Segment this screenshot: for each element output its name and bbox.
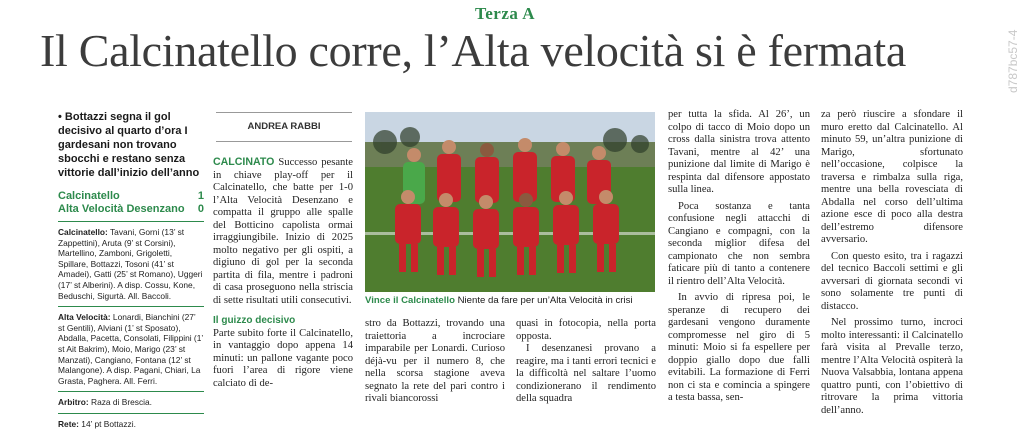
away-score: 0 <box>197 203 204 215</box>
section-label: Terza A <box>474 4 535 23</box>
article-column-5 <box>821 109 963 417</box>
summary-bullet: • Bottazzi segna il gol decisivo al quarto d’ora I gardesani non trovano sbocchi e restano senza vittorie dall’inizio dell’anno <box>58 111 200 179</box>
score-row-away <box>58 203 204 216</box>
sidebar-box <box>58 110 204 430</box>
home-team: Calcinatello <box>58 190 120 202</box>
author-byline: ANDREA RABBI <box>216 112 352 142</box>
article-column-2 <box>365 318 505 406</box>
article-paragraph: za però riuscire a sfondare il muro eretto dal Calcinatello. Al minuto 59, un’altra punizione di Marigo, sfortunato nell’occasione, colpisce la traversa e rimbalza sulla riga, mentre una bella rovesciata di Abdalla nel corso dell’ultima azione esce di poco alla destra dell’estremo difensore avversario. <box>821 109 963 245</box>
team-photo <box>365 112 655 292</box>
article-paragraph: Poca sostanza e tanta confusione negli attacchi di Cangiano e compagni, con la seconda miglior difesa del campionato che non sembra faticare più di tanto a contenere il rientro dell’Alta Velocità. <box>668 200 810 287</box>
article-paragraph: In avvio di ripresa poi, le speranze di recupero dei gardesani vengono duramente compromesse nel giro di 5 minuti: Moio si fa espellere per doppio giallo dopo due falli evitabili. La formazione di Ferri non ci sta e comincia a spingere a testa bassa, sen- <box>668 292 810 403</box>
article-paragraph: CALCINATO Successo pesante in chiave play-off per il Calcinatello, che batte per 1-0 l’Alta Velocità Desenzano e compatta il gruppo alle spalle del Botticino capolista ormai irraggiungibile. Inizio di 2025 molto negativo per gli ospiti, a digiuno di gol per la seconda partita di fila, mentre i padroni di casa proseguono nella striscia di sette risultati utili consecutivi. <box>213 156 353 306</box>
home-score: 1 <box>197 190 204 202</box>
divider <box>58 221 204 222</box>
article-paragraph: Nel prossimo turno, incroci molto interessanti: il Calcinatello farà visita al Prevalle terzo, mentre l’Alta Velocità ospiterà la Nuova Valsabbia, lontana appena quattro punti, con l’obiettivo di ritrovare la prima vittoria dell’anno. <box>821 317 963 416</box>
away-team: Alta Velocità Desenzano <box>58 203 185 215</box>
lineup-calcinatello: Calcinatello: Tavani, Gorni (13’ st Zappettini), Aruta (9’ st Corsini), Martellino, Zamboni, Grigoletti, Spillare, Bottazzi, Tosoni (41’ st Amadei), Gatti (25’ st Romano), Uggeri (17’ st Alberini). A disp. Cossu, Kone, Beduschi, Sigurtà. All. Baccoli. <box>58 227 203 301</box>
article-paragraph: per tutta la sfida. Al 26’, un colpo di tacco di Moio dopo un cross dalla sinistra trova attento Tavani, mentre al 42’ una punizione dal limite di Marigo è respinta dal difensore appostato sulla linea. <box>668 109 810 195</box>
article-paragraph: I desenzanesi provano a reagire, ma i tanti errori tecnici e la difficoltà nel saltare l’uomo condizionerano il rendimento della squadra <box>516 343 656 404</box>
divider <box>58 306 204 307</box>
dateline: CALCINATO <box>213 156 275 168</box>
headline: Il Calcinatello corre, l’Alta velocità si è fermata <box>40 25 906 76</box>
photo-caption: Vince il Calcinatello Niente da fare per un’Alta Velocità in crisi <box>365 295 633 306</box>
article-column-1 <box>213 156 353 390</box>
article-column-4 <box>668 109 810 405</box>
article-paragraph: quasi in fotocopia, nella porta opposta. <box>516 318 656 342</box>
team-photo-illustration <box>365 112 655 292</box>
lineup-alta-velocita: Alta Velocità: Lonardi, Bianchini (27’ st Gentili), Alviani (1’ st Sposato), Abdalla, Pacetta, Consolati, Filippini (1’ st Ait Bakrim), Moio, Marigo (23’ st Manzati), Cangiano, Fontana (12’ st Malangone). A disp. Pagani, Chiari, La Grasta, Paghera. All. Ferri. <box>58 312 203 386</box>
article-paragraph: stro da Bottazzi, trovando una traiettoria a incrociare imparabile per Lonardi. Curioso déjà-vu per il numero 8, che nella scorsa stagione aveva segnato la rete del pari contro i rivali biancorossi <box>365 318 505 404</box>
goal-scorer: Rete: 14’ pt Bottazzi. <box>58 418 136 429</box>
divider <box>58 413 204 414</box>
referee: Arbitro: Raza di Brescia. <box>58 397 153 408</box>
article-paragraph: Con questo esito, tra i ragazzi del tecnico Baccoli settimi e gli avversari di giornata secondi vi sono solamente tre punti di distacco. <box>821 250 963 312</box>
article-paragraph: Parte subito forte il Calcinatello, in vantaggio dopo appena 14 minuti: un pallone vagante poco fuori l’area di rigore viene calciato di de- <box>213 327 353 389</box>
divider <box>58 391 204 392</box>
score-row-home <box>58 190 204 203</box>
document-stamp: d787bc57-4 <box>1006 29 1020 93</box>
subheading: Il guizzo decisivo <box>213 315 296 326</box>
article-column-3 <box>516 318 656 406</box>
